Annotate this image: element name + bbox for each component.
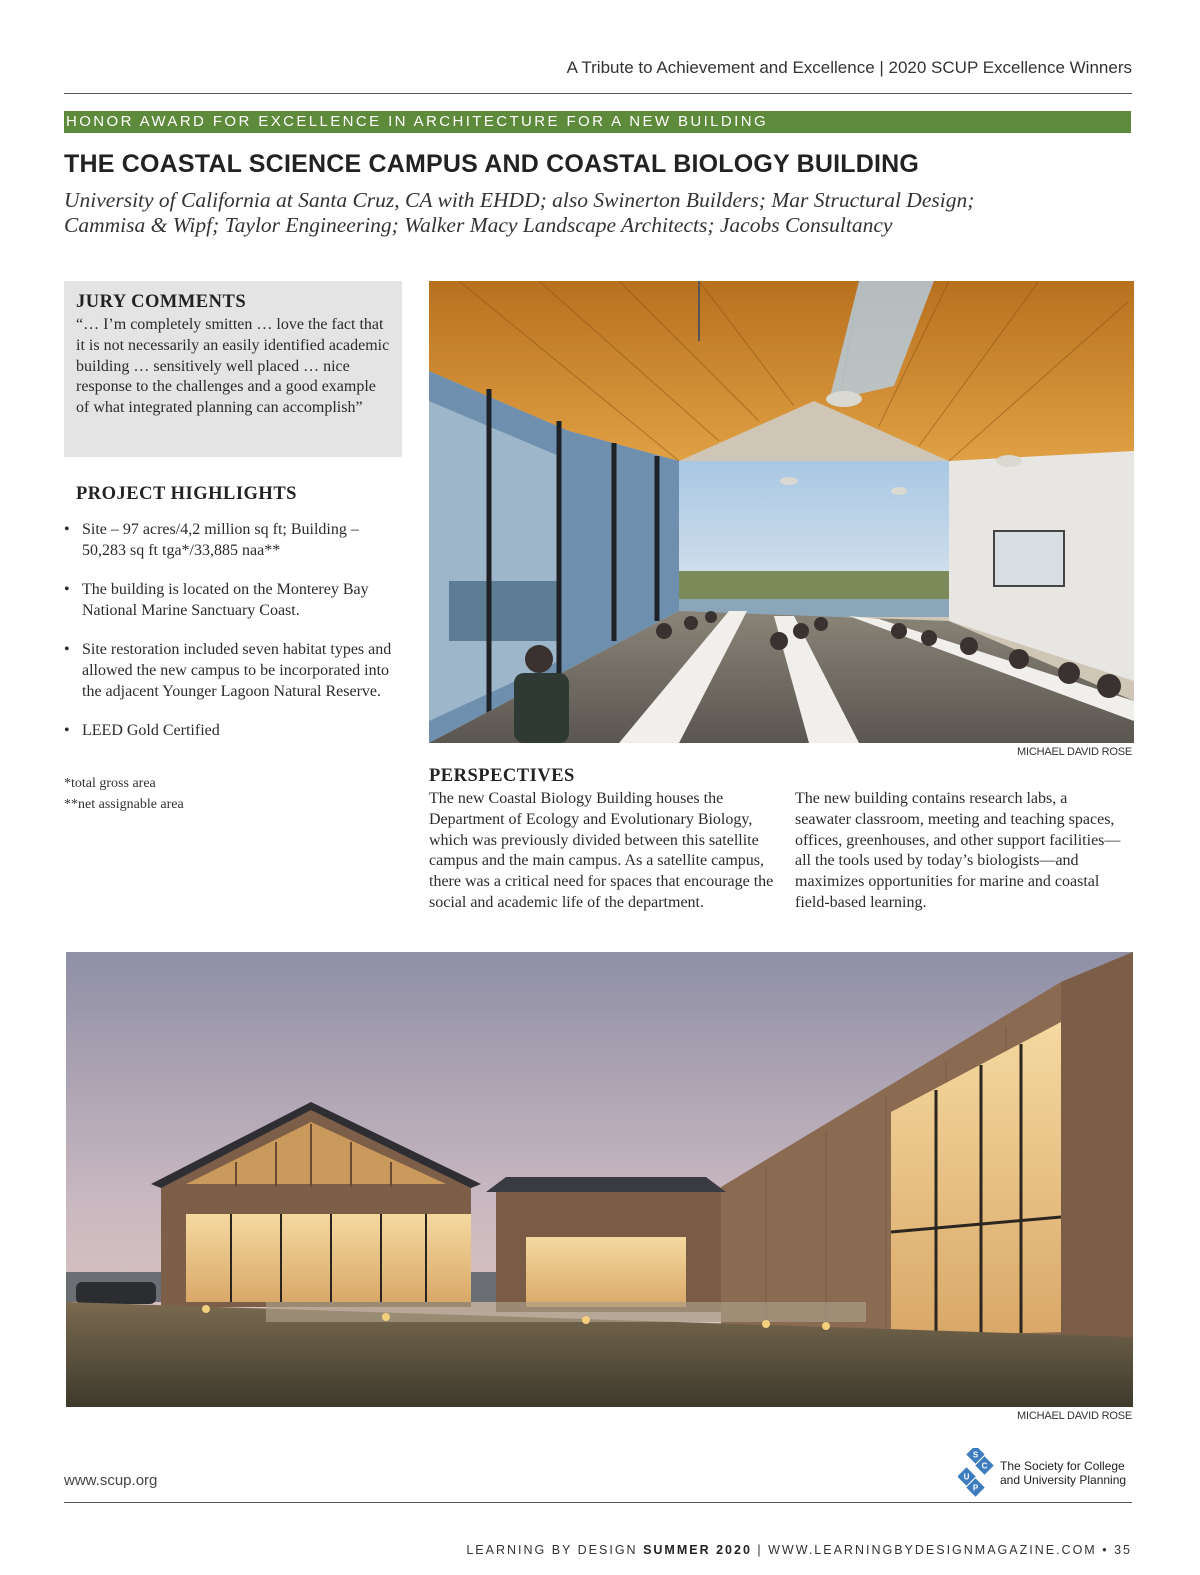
project-subtitle-line: University of California at Santa Cruz, CA with EHDD; also Swinerton Builders; Mar Structural Design; — [64, 188, 975, 212]
project-highlights — [64, 484, 404, 759]
award-category-label: HONOR AWARD FOR EXCELLENCE IN ARCHITECTURE FOR A NEW BUILDING — [66, 113, 769, 130]
project-subtitle-line: Cammisa & Wipf; Taylor Engineering; Walker Macy Landscape Architects; Jacobs Consultancy — [64, 213, 893, 237]
highlight-item-text: Site – 97 acres/4,2 million sq ft; Building – 50,283 sq ft tga*/33,885 naa** — [82, 521, 359, 559]
jury-comments-heading: JURY COMMENTS — [76, 292, 247, 312]
org-name-line: and University Planning — [1000, 1473, 1127, 1487]
header-divider — [64, 93, 1132, 94]
org-name-line: The Society for College — [1000, 1459, 1125, 1473]
bullet-icon: • — [64, 581, 70, 598]
classroom-interior-photo — [429, 281, 1134, 743]
magazine-website-link[interactable]: WWW.LEARNINGBYDESIGNMAGAZINE.COM — [768, 1543, 1097, 1557]
photo-credit: MICHAEL DAVID ROSE — [1017, 746, 1132, 758]
perspectives-heading: PERSPECTIVES — [429, 766, 575, 786]
footer-separator: | — [757, 1543, 763, 1557]
perspectives-column-1: The new Coastal Biology Building houses the Department of Ecology and Evolutionary Biology, which was previously divided between this satellite campus and the main campus. As a satellite campus, there was a critical need for spaces that encourage the social and academic life of the department. — [429, 790, 774, 911]
bullet-icon: • — [64, 521, 70, 538]
logo-letter: S — [972, 1450, 979, 1460]
project-subtitle — [64, 188, 1124, 238]
footer-dot: • — [1102, 1543, 1109, 1557]
jury-comments-box — [64, 281, 402, 457]
project-title: THE COASTAL SCIENCE CAMPUS AND COASTAL BIOLOGY BUILDING — [64, 150, 920, 178]
logo-letter: P — [972, 1483, 979, 1493]
logo-letter: U — [963, 1472, 970, 1482]
logo-letter: C — [981, 1461, 988, 1471]
bullet-icon: • — [64, 641, 70, 658]
footer-publication-line — [466, 1543, 1132, 1557]
bullet-icon: • — [64, 722, 70, 739]
perspectives-column-2: The new building contains research labs, a seawater classroom, meeting and teaching spaces, offices, greenhouses, and other support facilities—all the tools used by today’s biologists—and maximizes opportunities for marine and coastal field-based learning. — [795, 790, 1121, 911]
scup-logo-icon — [958, 1448, 994, 1503]
award-category-bar — [64, 111, 1131, 133]
issue-label: SUMMER 2020 — [643, 1543, 752, 1557]
highlight-item-text: LEED Gold Certified — [82, 722, 220, 739]
page-number: 35 — [1114, 1543, 1132, 1557]
highlight-item — [64, 519, 404, 561]
highlight-item-text: The building is located on the Monterey Bay National Marine Sanctuary Coast. — [82, 581, 369, 619]
running-header: A Tribute to Achievement and Excellence | 2020 SCUP Excellence Winners — [566, 58, 1132, 77]
project-highlights-heading: PROJECT HIGHLIGHTS — [76, 484, 297, 504]
scup-website-link[interactable]: www.scup.org — [64, 1472, 158, 1489]
jury-comments-text: “… I’m completely smitten … love the fact that it is not necessarily an easily identified academic building … sensitively well placed … nice response to the challenges and a good example of what integrated planning can accomplish” — [76, 316, 390, 417]
area-footnotes — [64, 773, 184, 815]
footer-divider — [64, 1502, 1132, 1503]
scup-organization-name — [1000, 1459, 1126, 1487]
footnote: *total gross area — [64, 776, 156, 791]
highlight-item — [64, 720, 404, 741]
highlight-item-text: Site restoration included seven habitat types and allowed the new campus to be incorporated into the adjacent Younger Lagoon Natural Reserve. — [82, 641, 392, 700]
photo-credit: MICHAEL DAVID ROSE — [1017, 1410, 1132, 1422]
footnote: **net assignable area — [64, 797, 184, 812]
building-exterior-photo — [66, 952, 1133, 1407]
highlight-item — [64, 639, 404, 702]
project-highlights-list — [64, 519, 404, 741]
highlight-item — [64, 579, 404, 621]
publication-name: LEARNING BY DESIGN — [466, 1543, 638, 1557]
